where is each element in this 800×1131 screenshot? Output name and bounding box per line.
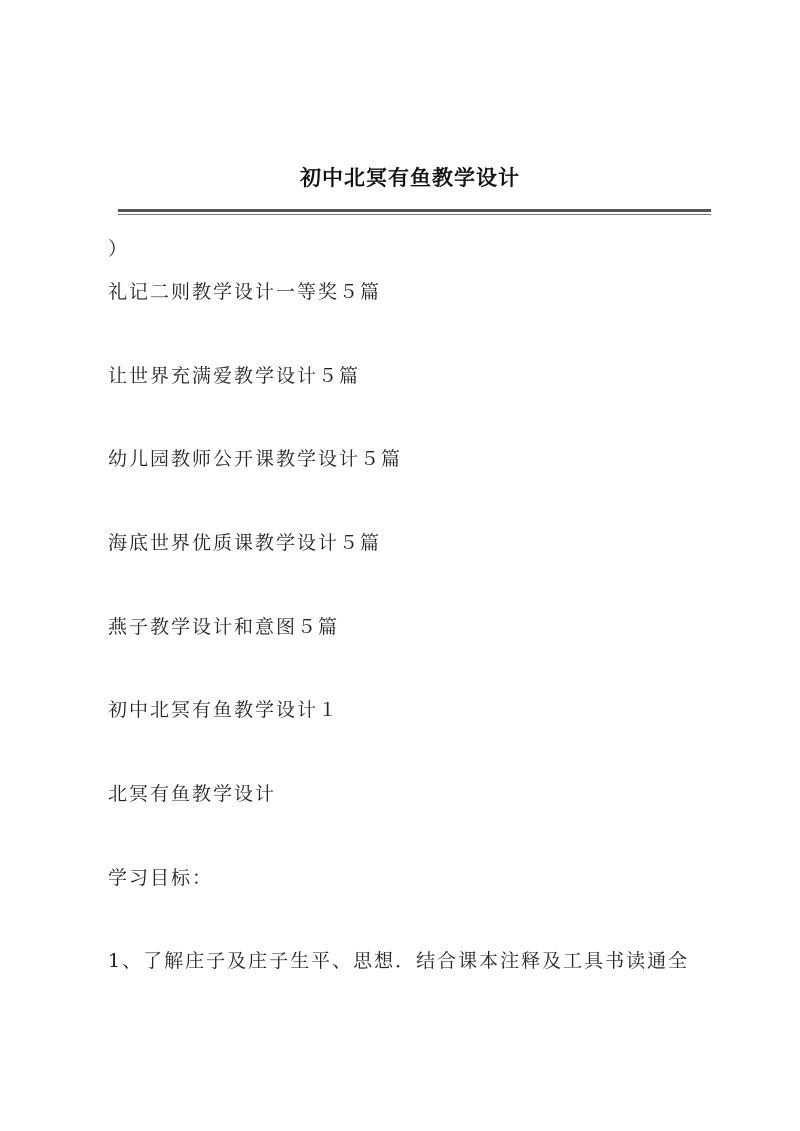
title-divider-thin — [118, 214, 711, 215]
subsection-heading: 北冥有鱼教学设计 — [108, 783, 277, 805]
document-title: 初中北冥有鱼教学设计 — [300, 165, 520, 190]
list-item: 海底世界优质课教学设计５篇 — [108, 532, 382, 554]
list-item: 让世界充满爱教学设计５篇 — [108, 365, 361, 387]
bracket-line: ） — [108, 238, 130, 260]
objectives-label: 学习目标： — [108, 867, 214, 889]
list-item: 礼记二则教学设计一等奖５篇 — [108, 281, 382, 303]
list-item: 幼儿园教师公开课教学设计５篇 — [108, 448, 403, 470]
list-item: 燕子教学设计和意图５篇 — [108, 616, 340, 638]
title-divider-thick — [118, 209, 711, 212]
objective-item: 1、了解庄子及庄子生平、思想．结合课本注释及工具书读通全 — [108, 950, 690, 972]
section-heading: 初中北冥有鱼教学设计１ — [108, 699, 340, 721]
